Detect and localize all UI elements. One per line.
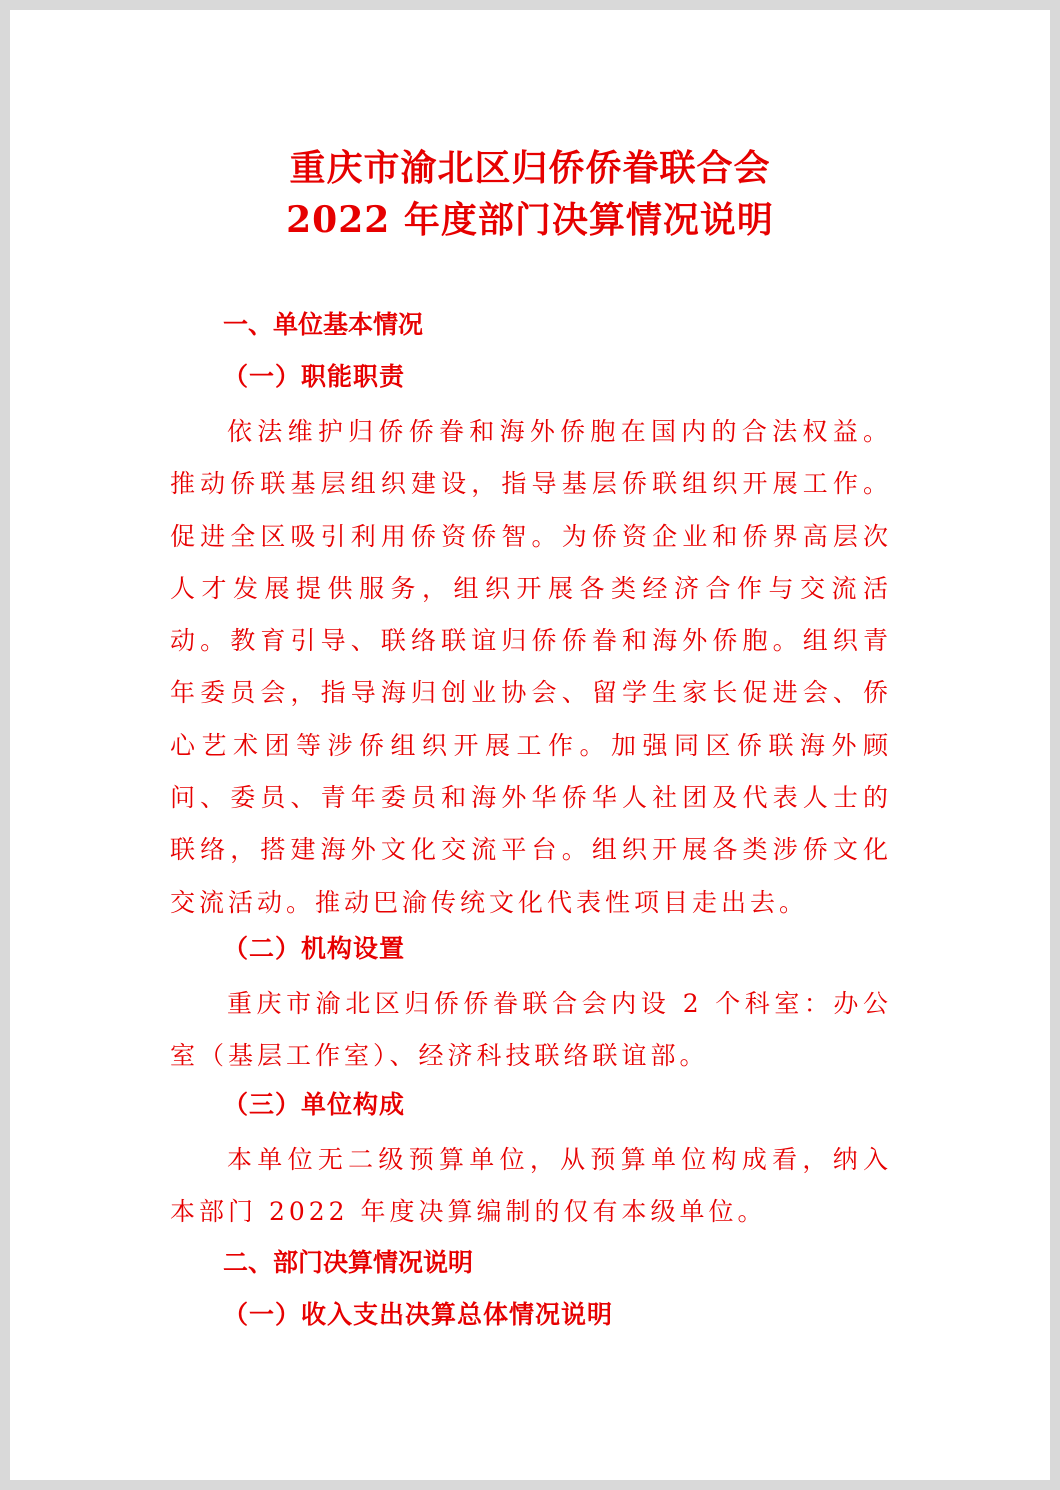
section1-sub2-paragraph: 重庆市渝北区归侨侨眷联合会内设 2 个科室：办公室（基层工作室）、经济科技联络联谊部。 <box>170 989 892 1071</box>
section1-sub1-paragraph: 依法维护归侨侨眷和海外侨胞在国内的合法权益。推动侨联基层组织建设，指导基层侨联组织开展工作。促进全区吸引利用侨资侨智。为侨资企业和侨界高层次人才发展提供服务，组织开展各类经济合作与交流活动。教育引导、联络联谊归侨侨眷和海外侨胞。组织青年委员会，指导海归创业协会、留学生家长促进会、侨心艺术团等涉侨组织开展工作。加强同区侨联海外顾问、委员、青年委员和海外华侨华人社团及代表人士的联络，搭建海外文化交流平台。组织开展各类涉侨文化交流活动。推动巴渝传统文化代表性项目走出去。 <box>170 417 892 917</box>
section1-sub3-heading: （三）单位构成 <box>223 1090 406 1119</box>
document-title-line1: 重庆市渝北区归侨侨眷联合会 <box>289 147 771 189</box>
document-page <box>10 10 1050 1480</box>
section1-sub1-heading: （一）职能职责 <box>223 362 406 391</box>
section1-sub2-heading: （二）机构设置 <box>223 934 406 963</box>
document-title-line2: 2022 年度部门决算情况说明 <box>286 199 774 241</box>
section2-heading: 二、部门决算情况说明 <box>223 1248 474 1277</box>
section1-sub3-paragraph: 本单位无二级预算单位，从预算单位构成看，纳入本部门 2022 年度决算编制的仅有本级单位。 <box>170 1145 892 1227</box>
section1-heading: 一、单位基本情况 <box>223 310 424 339</box>
section2-sub1-heading: （一）收入支出决算总体情况说明 <box>223 1300 614 1329</box>
